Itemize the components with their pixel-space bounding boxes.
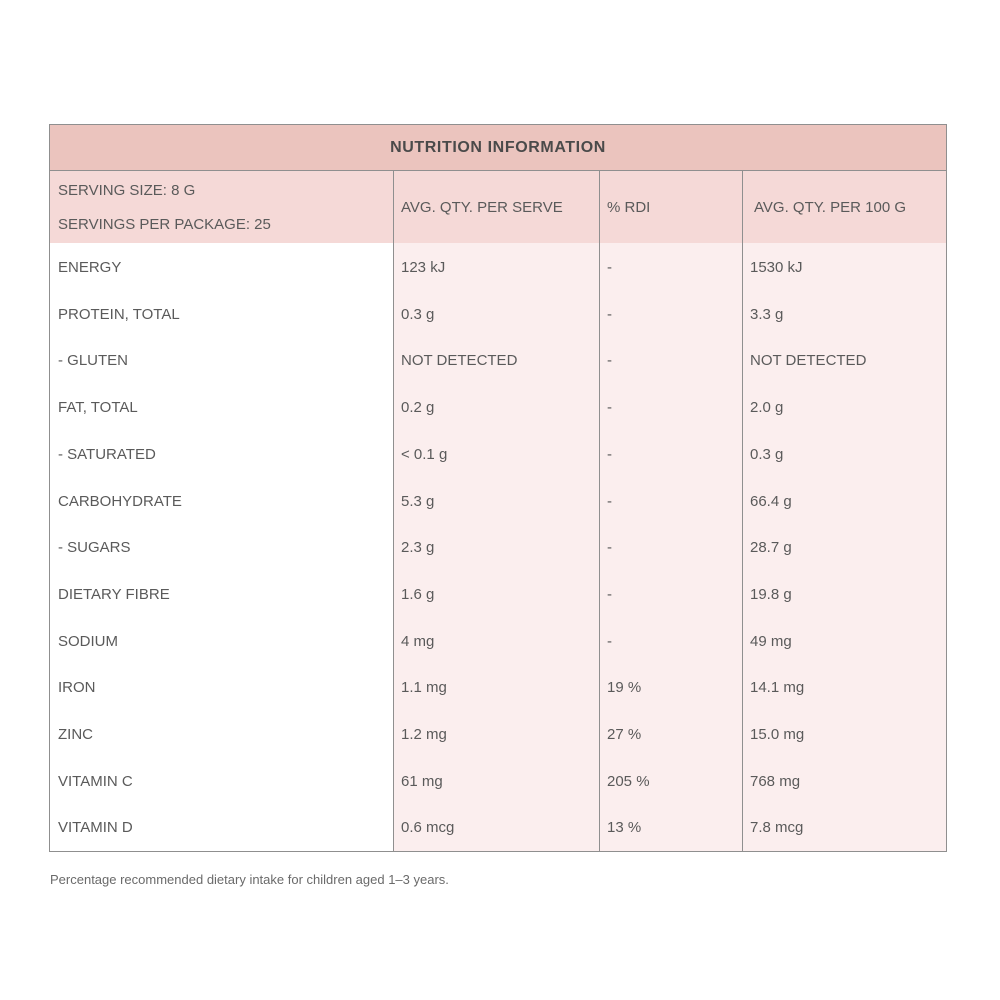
column-header-rdi: % RDI bbox=[607, 199, 651, 216]
row-per-100g-value: 3.3 g bbox=[750, 306, 784, 323]
row-label: VITAMIN C bbox=[58, 773, 133, 790]
row-per-serve-value: 123 kJ bbox=[401, 259, 446, 276]
nutrition-table bbox=[49, 124, 947, 852]
row-per-100g-value: NOT DETECTED bbox=[750, 352, 867, 369]
row-per-serve-value: 61 mg bbox=[401, 773, 443, 790]
column-divider bbox=[742, 171, 743, 851]
row-per-100g-value: 15.0 mg bbox=[750, 726, 805, 743]
row-per-100g-value: 49 mg bbox=[750, 633, 792, 650]
row-per-serve-value: < 0.1 g bbox=[401, 446, 448, 463]
column-header-per-serve: AVG. QTY. PER SERVE bbox=[401, 199, 563, 216]
row-rdi-value: - bbox=[607, 399, 612, 416]
row-per-serve-value: 0.2 g bbox=[401, 399, 435, 416]
row-per-serve-value: 4 mg bbox=[401, 633, 435, 650]
row-rdi-value: - bbox=[607, 446, 612, 463]
row-rdi-value: - bbox=[607, 539, 612, 556]
row-label: - SATURATED bbox=[58, 446, 156, 463]
row-rdi-value: 13 % bbox=[607, 819, 642, 836]
row-label: ENERGY bbox=[58, 259, 122, 276]
row-label: FAT, TOTAL bbox=[58, 399, 138, 416]
table-title: NUTRITION INFORMATION bbox=[50, 125, 946, 171]
row-per-serve-value: 0.6 mcg bbox=[401, 819, 455, 836]
row-rdi-value: 27 % bbox=[607, 726, 642, 743]
row-rdi-value: - bbox=[607, 586, 612, 603]
row-rdi-value: 205 % bbox=[607, 773, 650, 790]
row-rdi-value: - bbox=[607, 633, 612, 650]
column-divider bbox=[599, 171, 600, 851]
rdi-column-shade bbox=[599, 171, 742, 851]
serving-size: SERVING SIZE: 8 G bbox=[58, 182, 196, 199]
row-per-100g-value: 2.0 g bbox=[750, 399, 784, 416]
row-label: - SUGARS bbox=[58, 539, 131, 556]
row-per-100g-value: 19.8 g bbox=[750, 586, 792, 603]
column-divider bbox=[393, 171, 394, 851]
row-per-serve-value: 1.2 mg bbox=[401, 726, 447, 743]
row-rdi-value: - bbox=[607, 306, 612, 323]
row-label: ZINC bbox=[58, 726, 93, 743]
row-per-100g-value: 0.3 g bbox=[750, 446, 784, 463]
row-per-100g-value: 28.7 g bbox=[750, 539, 792, 556]
row-label: SODIUM bbox=[58, 633, 118, 650]
footnote: Percentage recommended dietary intake for children aged 1–3 years. bbox=[50, 872, 449, 887]
row-per-serve-value: 0.3 g bbox=[401, 306, 435, 323]
row-per-serve-value: NOT DETECTED bbox=[401, 352, 518, 369]
row-label: - GLUTEN bbox=[58, 352, 129, 369]
row-rdi-value: 19 % bbox=[607, 679, 642, 696]
row-per-100g-value: 1530 kJ bbox=[750, 259, 803, 276]
servings-per-package: SERVINGS PER PACKAGE: 25 bbox=[58, 216, 271, 233]
column-header-per-100g: AVG. QTY. PER 100 G bbox=[754, 199, 907, 216]
row-per-serve-value: 2.3 g bbox=[401, 539, 435, 556]
row-rdi-value: - bbox=[607, 352, 612, 369]
row-per-serve-value: 1.1 mg bbox=[401, 679, 447, 696]
row-label: IRON bbox=[58, 679, 96, 696]
row-per-100g-value: 768 mg bbox=[750, 773, 801, 790]
row-label: VITAMIN D bbox=[58, 819, 133, 836]
row-per-serve-value: 5.3 g bbox=[401, 493, 435, 510]
row-label: PROTEIN, TOTAL bbox=[58, 306, 180, 323]
row-label: CARBOHYDRATE bbox=[58, 493, 182, 510]
row-per-100g-value: 66.4 g bbox=[750, 493, 792, 510]
row-per-serve-value: 1.6 g bbox=[401, 586, 435, 603]
row-label: DIETARY FIBRE bbox=[58, 586, 170, 603]
row-per-100g-value: 14.1 mg bbox=[750, 679, 805, 696]
row-rdi-value: - bbox=[607, 493, 612, 510]
row-per-100g-value: 7.8 mcg bbox=[750, 819, 804, 836]
row-rdi-value: - bbox=[607, 259, 612, 276]
